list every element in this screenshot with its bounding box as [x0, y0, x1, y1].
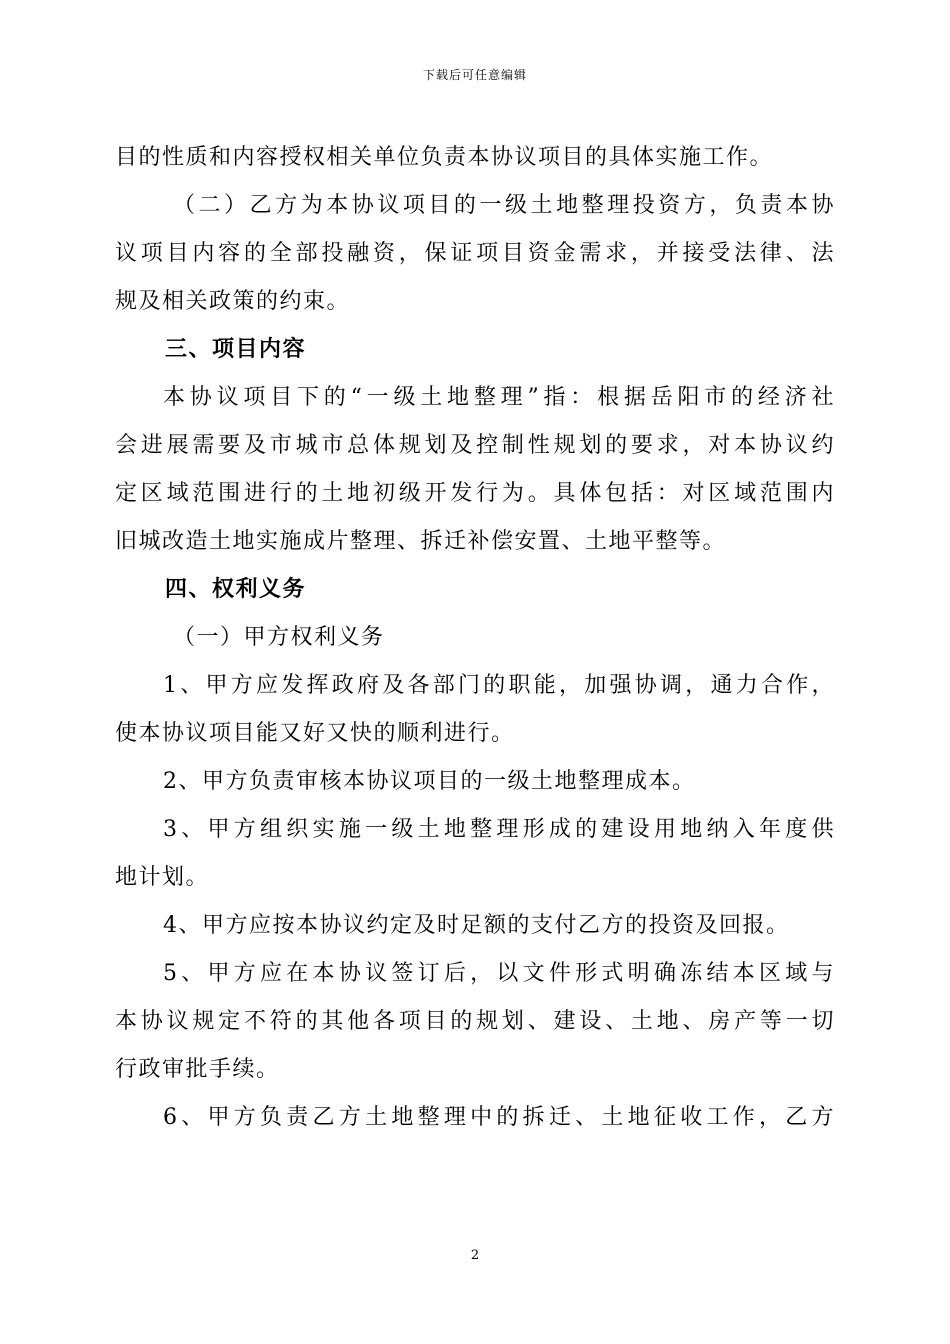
paragraph-line: 本协议项目下的“一级土地整理”指：根据岳阳市的经济社	[163, 385, 835, 410]
paragraph-line: 6、甲方负责乙方土地整理中的拆迁、土地征收工作，乙方	[163, 1105, 835, 1130]
paragraph-line: 定区域范围进行的土地初级开发行为。具体包括：对区域范围内	[115, 481, 835, 506]
page-number: 2	[470, 1248, 480, 1263]
paragraph-line: 规及相关政策的约束。	[115, 289, 351, 314]
paragraph-line: 4、甲方应按本协议约定及时足额的支付乙方的投资及回报。	[163, 913, 790, 938]
section-heading: 四、权利义务	[165, 577, 307, 602]
page-header: 下载后可任意编辑	[422, 68, 527, 82]
subsection-heading: （一）甲方权利义务	[173, 625, 385, 650]
paragraph-line: 会进展需要及市城市总体规划及控制性规划的要求，对本协议约	[115, 433, 835, 458]
paragraph-line: 旧城改造土地实施成片整理、拆迁补偿安置、土地平整等。	[115, 529, 727, 554]
paragraph-line: 议项目内容的全部投融资，保证项目资金需求，并接受法律、法	[115, 241, 835, 266]
paragraph-line: 目的性质和内容授权相关单位负责本协议项目的具体实施工作。	[115, 145, 774, 170]
paragraph-line: 地计划。	[115, 865, 210, 890]
document-body	[115, 134, 835, 1142]
paragraph-line: 2、甲方负责审核本协议项目的一级土地整理成本。	[163, 769, 696, 794]
section-heading: 三、项目内容	[165, 337, 307, 362]
paragraph-line: （二）乙方为本协议项目的一级土地整理投资方，负责本协	[173, 193, 835, 218]
paragraph-line: 5、甲方应在本协议签订后，以文件形式明确冻结本区域与	[163, 961, 835, 986]
paragraph-line: 1、甲方应发挥政府及各部门的职能，加强协调，通力合作，	[163, 673, 835, 698]
paragraph-line: 行政审批手续。	[115, 1057, 280, 1082]
paragraph-line: 使本协议项目能又好又快的顺利进行。	[115, 721, 515, 746]
paragraph-line: 3、甲方组织实施一级土地整理形成的建设用地纳入年度供	[163, 817, 835, 842]
paragraph-line: 本协议规定不符的其他各项目的规划、建设、土地、房产等一切	[115, 1009, 835, 1034]
